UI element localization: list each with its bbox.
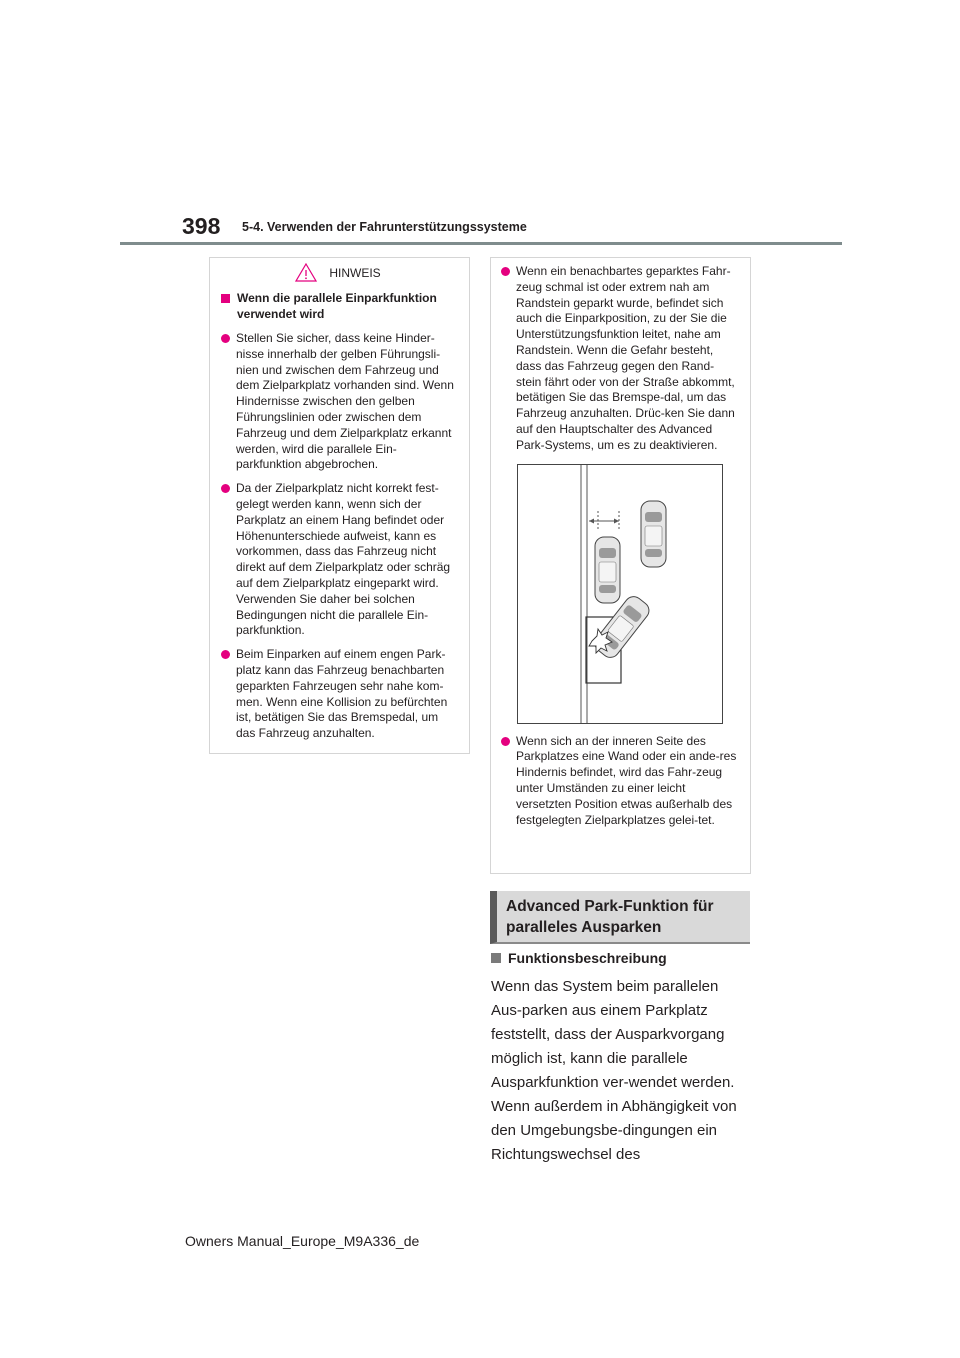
notice-heading-text: Wenn die parallele Einparkfunktion verwendet wird (237, 291, 437, 321)
notice-title: HINWEIS (329, 265, 381, 280)
list-item (501, 264, 738, 454)
list-item (221, 647, 455, 742)
list-item (501, 734, 738, 829)
parking-car-icon (591, 593, 652, 661)
sub-heading (491, 950, 667, 966)
square-bullet-icon (221, 294, 230, 303)
list-item-text: Wenn sich an der inneren Seite des Parkplatzes eine Wand oder ein ande-res Hindernis befindet, wird das Fahr-zeug unter Umständen zu einer leicht versetzten Position etwas außerhalb des festgelegten Zielparkplatzes gelei-tet. (516, 733, 737, 827)
notice-header (221, 258, 455, 287)
bullet-dot-icon (501, 267, 510, 276)
parking-illustration (518, 465, 722, 723)
footer-text: Owners Manual_Europe_M9A336_de (185, 1233, 420, 1249)
header-rule (120, 242, 842, 245)
warning-triangle-icon (295, 263, 317, 282)
section-title-band (490, 891, 750, 944)
list-item-text: Stellen Sie sicher, dass keine Hinder-nisse innerhalb der gelben Führungsli-nien und zwischen dem Fahrzeug und dem Zielparkplatz vorhanden sind. Wenn Hindernisse zwischen den gelben Führungslinien oder zwischen dem Fahrzeug und dem Zielparkplatz erkannt werden, wird die parallele Ein-parkfunktion abgebrochen. (236, 331, 454, 472)
notice-box (209, 257, 470, 754)
section-header: 5-4. Verwenden der Fahrunterstützungssysteme (242, 220, 527, 234)
list-item-text: Beim Einparken auf einem engen Park-platz kann das Fahrzeug benachbarten geparkten Fahrzeugen sehr nahe kom-men. Wenn eine Kollision zu befürchten ist, betätigen Sie das Bremspedal, um das Fahrzeug anzuhalten. (236, 647, 448, 741)
section-title: Advanced Park-Funktion für paralleles Ausparken (506, 898, 714, 936)
list-item (221, 331, 455, 473)
bullet-dot-icon (221, 484, 230, 493)
page-number: 398 (182, 213, 221, 239)
bullet-dot-icon (501, 737, 510, 746)
notice-heading (221, 291, 455, 322)
bullet-dot-icon (221, 650, 230, 659)
list-item-text: Wenn ein benachbartes geparktes Fahr-zeug schmal ist oder extrem nah am Randstein geparkt wurde, befindet sich auch die Einparkposition, zu der Sie die Unterstützungsfunktion leitet, nahe am Randstein. Wenn die Gefahr besteht, dass das Fahrzeug gegen den Rand-stein fährt oder von der Straße abkommt, betätigen Sie das Bremspe-dal, um das Fahrzeug anzuhalten. Drüc-ken Sie dann auf den Hauptschalter des Advanced Park-Systems, um es zu deaktivieren. (516, 264, 735, 452)
list-item (221, 481, 455, 639)
bullet-dot-icon (221, 334, 230, 343)
body-paragraph: Wenn das System beim parallelen Aus-parken aus einem Parkplatz feststellt, dass der Ausparkvorgang möglich ist, kann die parallele Ausparkfunktion ver-wendet werden. Wenn außerdem in Abhängigkeit von den Umgebungsbe-dingungen ein Richtungswechsel des (491, 978, 737, 1163)
sub-heading-text: Funktionsbeschreibung (508, 950, 667, 966)
parked-car-icon (641, 501, 666, 567)
list-item-text: Da der Zielparkplatz nicht korrekt fest-gelegt werden kann, wenn sich der Parkplatz an einem Hang befindet oder Höhenunterschiede aufweist, kann es vorkommen, dass das Fahrzeug nicht direkt auf dem Zielparkplatz oder schräg auf dem Zielparkplatz eingeparkt wird. Verwenden Sie daher bei solchen Bedingungen nicht die parallele Ein-parkfunktion. (236, 481, 451, 638)
parked-car-icon (595, 537, 620, 603)
notice-box-continued (490, 257, 751, 874)
square-bullet-icon (491, 953, 501, 963)
parking-diagram (517, 464, 723, 724)
